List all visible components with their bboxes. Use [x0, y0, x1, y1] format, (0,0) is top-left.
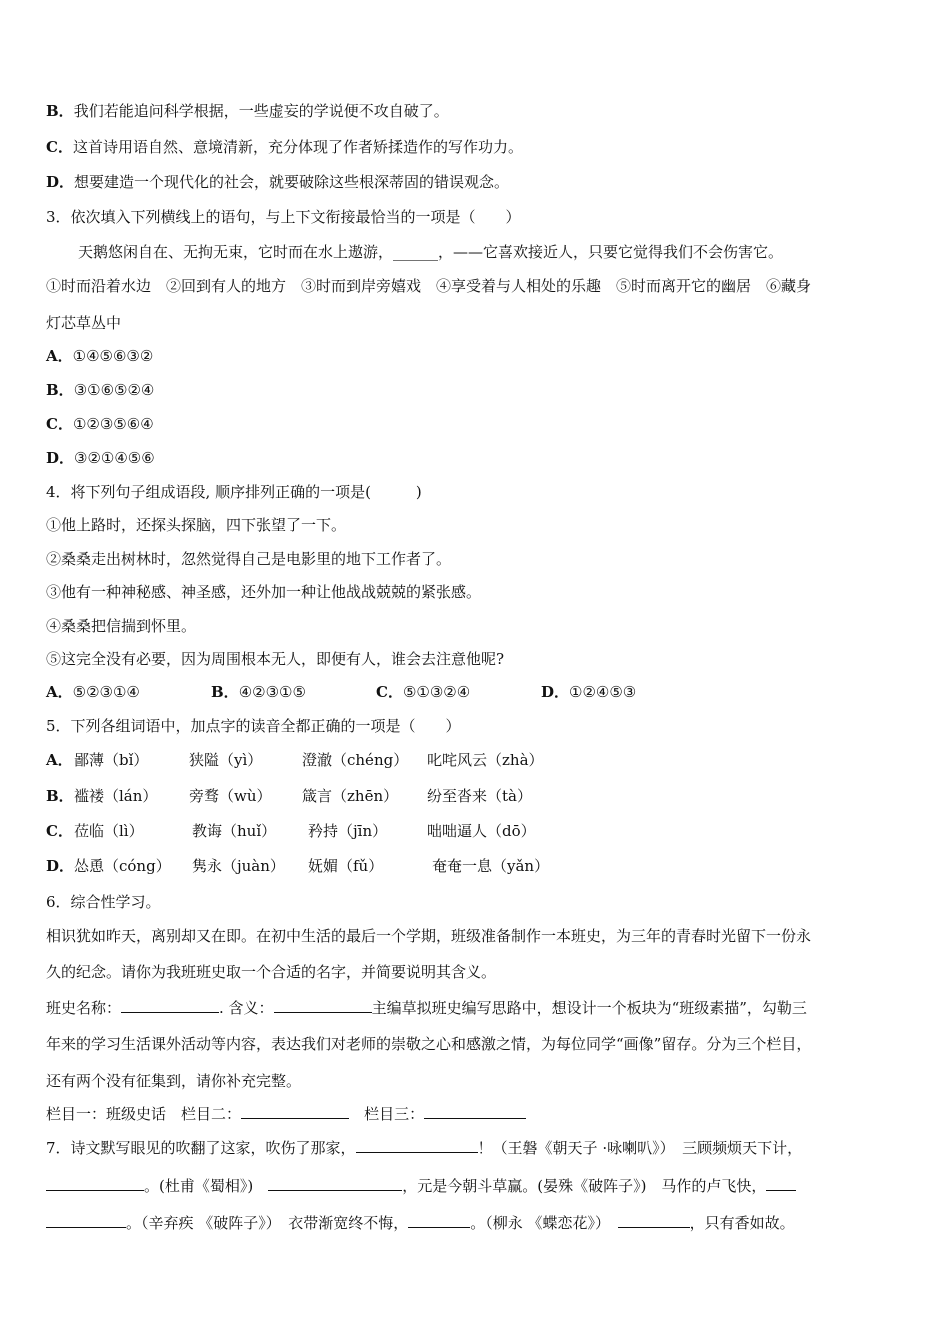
option-text: ①②④⑤③	[569, 683, 637, 701]
option-letter: C．	[46, 822, 73, 840]
q5-stem: 5．下列各组词语中，加点字的读音全都正确的一项是（ ）	[46, 717, 461, 735]
option-letter: A．	[46, 751, 73, 769]
option-text: ①②③⑤⑥④	[72, 415, 154, 433]
q7-line-1	[46, 1138, 802, 1158]
option-letter: D．	[46, 449, 75, 467]
column-3-label: 栏目三：	[364, 1105, 425, 1123]
word: 咄咄逼人（dō）	[427, 822, 536, 840]
word: 叱咤风云（zhà）	[427, 751, 544, 769]
q3-items-line2: 灯芯草丛中	[46, 314, 122, 332]
q5-option-d	[46, 856, 549, 876]
option-letter: B．	[46, 102, 74, 120]
q2-option-c	[46, 137, 523, 157]
option-letter: C．	[376, 683, 403, 701]
q6-paragraph-4: 年来的学习生活课外活动等内容，表达我们对老师的崇敬之心和感激之情，为每位同学“画像”留存。分为三个栏目，	[46, 1035, 812, 1053]
option-text: ③①⑥⑤②④	[73, 381, 155, 399]
q7-blank-6[interactable]	[618, 1213, 690, 1228]
option-letter: C．	[46, 415, 73, 433]
word: 隽永（juàn）	[192, 857, 285, 875]
label: . 含义：	[219, 999, 274, 1017]
q4-options	[46, 682, 636, 702]
word: 箴言（zhēn）	[302, 787, 399, 805]
q4-sentence-3: ③他有一种神秘感、神圣感，还外加一种让他战战兢兢的紧张感。	[46, 583, 482, 601]
q4-sentence-4: ④桑桑把信揣到怀里。	[46, 617, 197, 635]
class-history-name-blank[interactable]	[121, 998, 219, 1013]
option-letter: A．	[46, 683, 73, 701]
option-letter: B．	[46, 381, 74, 399]
q6-stem: 6．综合性学习。	[46, 893, 161, 911]
option-letter: D．	[46, 857, 75, 875]
text: 。(杜甫《蜀相》)	[144, 1177, 269, 1195]
text: 主编草拟班史编写思路中，想设计一个板块为“班级素描”，勾勒三	[371, 999, 807, 1017]
q6-paragraph-2: 久的纪念。请你为我班班史取一个合适的名字，并简要说明其含义。	[46, 963, 497, 981]
text: 。（辛弃疾 《破阵子》） 衣带渐宽终不悔，	[126, 1214, 409, 1232]
q5-option-a	[46, 750, 544, 770]
option-text: ⑤②③①④	[72, 683, 140, 701]
option-letter: D．	[541, 683, 570, 701]
option-letter: A．	[46, 347, 73, 365]
text: ，只有香如故。	[689, 1214, 795, 1232]
word: 奄奄一息（yǎn）	[432, 857, 550, 875]
q4-option-a	[46, 682, 211, 702]
q4-option-b	[211, 682, 376, 702]
option-text: ③②①④⑤⑥	[74, 449, 155, 467]
q3-option-b	[46, 380, 154, 400]
q3-items-line1: ①时而沿着水边 ②回到有人的地方 ③时而到岸旁嬉戏 ④享受着与人相处的乐趣 ⑤时而离开它的幽居 ⑥藏身	[46, 277, 812, 295]
option-text: 这首诗用语自然、意境清新，充分体现了作者矫揉造作的写作功力。	[72, 138, 523, 156]
option-text: 想要建造一个现代化的社会，就要破除这些根深蒂固的错误观念。	[74, 173, 510, 191]
q3-option-d	[46, 448, 155, 468]
option-text: ⑤①③②④	[402, 683, 471, 701]
q4-option-d	[541, 682, 636, 702]
option-letter: C．	[46, 138, 73, 156]
word: 怂恿（cóng）	[74, 857, 171, 875]
q4-sentence-2: ②桑桑走出树林时，忽然觉得自己是电影里的地下工作者了。	[46, 550, 452, 568]
word: 旁骛（wù）	[189, 787, 272, 805]
q5-option-c	[46, 821, 536, 841]
q2-option-b	[46, 101, 449, 121]
word: 澄澈（chéng）	[302, 751, 409, 769]
q7-blank-2[interactable]	[46, 1176, 144, 1191]
q7-blank-1[interactable]	[356, 1138, 478, 1153]
q7-blank-4-start[interactable]	[766, 1176, 796, 1191]
text: 7．诗文默写眼见的吹翻了这家，吹伤了那家，	[46, 1139, 356, 1157]
q5-option-b	[46, 786, 532, 806]
q7-blank-3[interactable]	[268, 1176, 402, 1191]
meaning-blank[interactable]	[274, 998, 372, 1013]
column-2-label: 栏目二：	[181, 1105, 242, 1123]
q4-option-c	[376, 682, 541, 702]
q6-paragraph-5: 还有两个没有征集到，请你补充完整。	[46, 1072, 302, 1090]
text: ！（王磐《朝天子 ·咏喇叭》） 三顾频烦天下计，	[477, 1139, 803, 1157]
q7-line-2	[46, 1176, 796, 1196]
column-2-blank[interactable]	[241, 1104, 349, 1119]
word: 褴褛（lán）	[74, 787, 158, 805]
word: 纷至沓来（tà）	[427, 787, 532, 805]
word: 妩媚（fǔ）	[308, 857, 384, 875]
column-1-label: 栏目一：班级史话	[46, 1105, 167, 1123]
q7-line-3	[46, 1213, 795, 1233]
column-3-blank[interactable]	[424, 1104, 526, 1119]
q4-sentence-1: ①他上路时，还探头探脑，四下张望了一下。	[46, 516, 347, 534]
q3-option-a	[46, 346, 153, 366]
option-text: ①④⑤⑥③②	[72, 347, 154, 365]
q6-paragraph-1: 相识犹如昨天，离别却又在即。在初中生活的最后一个学期，班级准备制作一本班史，为三年的青春时光留下一份永	[46, 927, 812, 945]
word: 矜持（jīn）	[308, 822, 388, 840]
label: 班史名称：	[46, 999, 122, 1017]
q6-columns	[46, 1104, 526, 1124]
option-letter: D．	[46, 173, 75, 191]
q4-stem: 4．将下列句子组成语段, 顺序排列正确的一项是( )	[46, 483, 422, 501]
q3-stem: 3．依次填入下列横线上的语句，与上下文衔接最恰当的一项是（ ）	[46, 208, 521, 226]
q6-paragraph-3	[46, 998, 807, 1018]
word: 鄙薄（bǐ）	[74, 751, 149, 769]
word: 教诲（huǐ）	[192, 822, 277, 840]
q7-blank-5[interactable]	[408, 1213, 470, 1228]
text: 。（柳永 《蝶恋花》）	[470, 1214, 618, 1232]
word: 莅临（lì）	[74, 822, 144, 840]
option-letter: B．	[211, 683, 239, 701]
q4-sentence-5: ⑤这完全没有必要，因为周围根本无人，即便有人，谁会去注意他呢?	[46, 650, 505, 668]
q7-blank-4-end[interactable]	[46, 1213, 126, 1228]
word: 狭隘（yì）	[189, 751, 263, 769]
text: ，元是今朝斗草赢。(晏殊《破阵子》) 马作的卢飞快，	[402, 1177, 767, 1195]
option-letter: B．	[46, 787, 74, 805]
option-text: 我们若能追问科学根据，一些虚妄的学说便不攻自破了。	[73, 102, 449, 120]
q3-option-c	[46, 414, 154, 434]
q2-option-d	[46, 172, 509, 192]
option-text: ④②③①⑤	[238, 683, 306, 701]
q3-passage: 天鹅悠闲自在、无拘无束，它时而在水上遨游，______，——它喜欢接近人，只要它觉得我们不会伤害它。	[78, 243, 784, 261]
